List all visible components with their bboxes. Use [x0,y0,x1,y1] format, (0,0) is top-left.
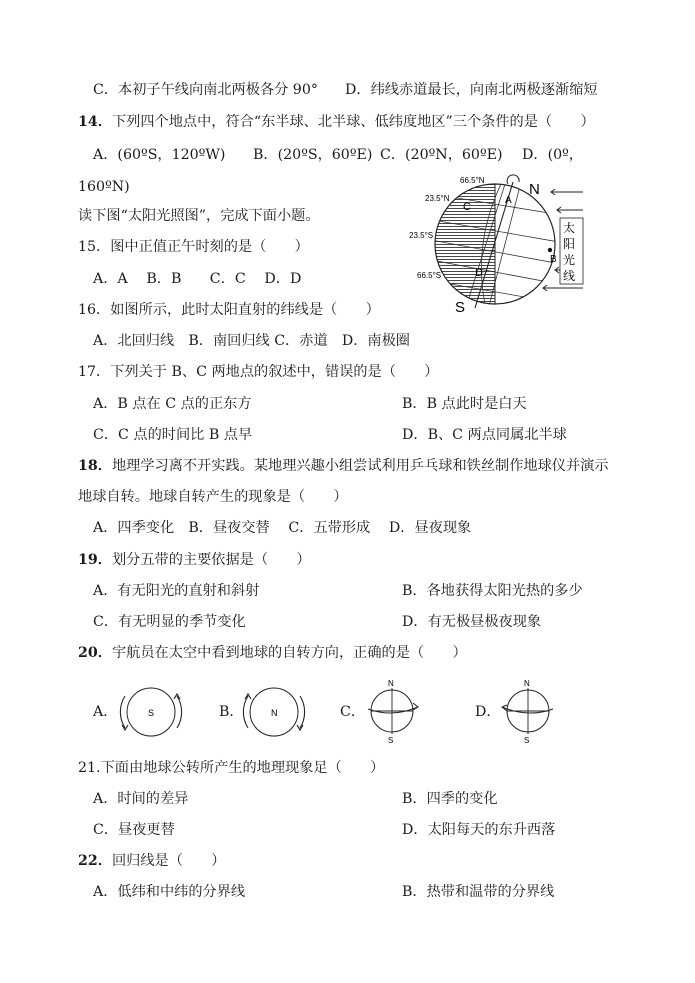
q20-label-c: C． [340,704,366,720]
q22-stem-line [78,851,225,871]
q18-stem-line2: 地球自转。地球自转产生的现象是（ ） [78,489,348,505]
q14-option-c: C．(20ºN，60ºE) [380,147,503,163]
q21-stem: 21.下面由地球公转所产生的地理现象足（ ） [78,760,385,776]
q14-option-a: A．(60ºS，120ºW) [93,147,226,163]
q14-stem-line [78,112,595,132]
point-b-marker [548,248,552,252]
q17-stem: 17．下列关于 B、C 两地点的叙述中，错误的是（ ） [78,364,439,380]
q14-stem: 下列四个地点中，符合“东半球、北半球、低纬度地区”三个条件的是（ ） [111,114,595,130]
q18-stem: 地理学习离不开实践。某地理兴趣小组尝试利用乒乓球和铁丝制作地球仪并演示 [111,458,609,474]
q19-stem: 划分五带的主要依据是（ ） [111,552,311,568]
globe-a-pole-label: S [148,708,155,718]
q20-number: 20． [78,645,112,661]
q19-number: 19． [78,552,112,568]
q14-option-d-cont: 160ºN) [78,179,130,195]
q22-stem: 回归线是（ ） [111,853,226,869]
q19-option-a: A．有无阳光的直射和斜射 [93,583,260,599]
q15-options: A．A B．B C．C D．D [93,271,302,287]
globe-d-north-label: N [524,679,530,688]
q20-label-b: B． [219,704,244,720]
point-d-label: D [475,267,483,279]
q19-option-d: D．有无极昼极夜现象 [402,614,542,630]
q13-option-d: D．纬线赤道最长，向南北两极逐渐缩短 [345,82,598,98]
point-b-label: B [550,254,557,265]
sun-char-1: 太 [563,221,576,235]
point-c-label: C [463,201,471,213]
rotation-globe-b-icon [238,683,310,741]
q22-number: 22． [78,853,112,869]
q19-option-c: C．有无明显的季节变化 [93,614,246,630]
q21-option-b: B．四季的变化 [402,791,498,807]
q17-option-a: A．B 点在 C 点的正东方 [93,396,252,412]
q22-option-a: A．低纬和中纬的分界线 [93,884,246,900]
q13-option-c: C．本初子午线向南北两极各分 90° [93,82,318,98]
q17-option-b: B．B 点此时是白天 [402,396,527,412]
q21-option-d: D．太阳每天的东升西落 [402,822,556,838]
point-a-label: A [505,195,512,206]
q14-option-b: B．(20ºS，60ºE) [253,147,373,163]
q18-stem-line1 [78,456,609,476]
lat-label-235s: 23.5°S [409,231,434,240]
q17-option-d: D．B、C 两点同属北半球 [402,427,567,443]
q20-stem: 宇航员在太空中看到地球的自转方向，正确的是（ ） [111,645,467,661]
q19-option-b: B．各地获得太阳光热的多少 [402,583,583,599]
q21-option-c: C．昼夜更替 [93,822,175,838]
q14-number: 14． [78,114,112,130]
q16-stem: 16．如图所示，此时太阳直射的纬线是（ ） [78,302,380,318]
rotation-globe-d-icon [496,676,566,746]
reading-intro: 读下图“太阳光照图”，完成下面小题。 [78,208,320,224]
q20-label-d: D． [475,704,501,720]
rotation-globe-a-icon [115,683,187,741]
pole-s-label: S [455,299,466,316]
q20-stem-line [78,643,467,663]
globe-b-pole-label: N [271,708,278,718]
rotation-globe-c-icon [360,676,430,746]
globe-d-south-label: S [524,736,530,745]
q22-option-b: B．热带和温带的分界线 [402,884,555,900]
q19-stem-line [78,550,311,570]
q15-stem: 15．图中正值正午时刻的是（ ） [78,239,309,255]
lat-label-665n: 66.5°N [460,176,485,185]
q17-option-c: C．C 点的时间比 B 点早 [93,427,253,443]
lat-label-235n: 23.5°N [425,194,450,203]
sun-char-2: 阳 [563,237,576,251]
q18-number: 18． [78,458,112,474]
q18-options: A．四季变化 B．昼夜交替 C．五带形成 D．昼夜现象 [93,520,472,536]
sunlight-illumination-figure [405,168,590,316]
globe-c-south-label: S [388,736,394,745]
pole-n-label: N [529,181,540,198]
globe-c-north-label: N [388,679,394,688]
sun-char-3: 光 [563,253,576,267]
q14-option-d: D．(0º， [522,147,583,163]
q21-option-a: A．时间的差异 [93,791,189,807]
q20-label-a: A． [93,704,118,720]
sun-char-4: 线 [563,269,576,283]
lat-label-665s: 66.5°S [417,271,442,280]
q16-options: A．北回归线 B．南回归线 C．赤道 D．南极圈 [93,333,410,349]
